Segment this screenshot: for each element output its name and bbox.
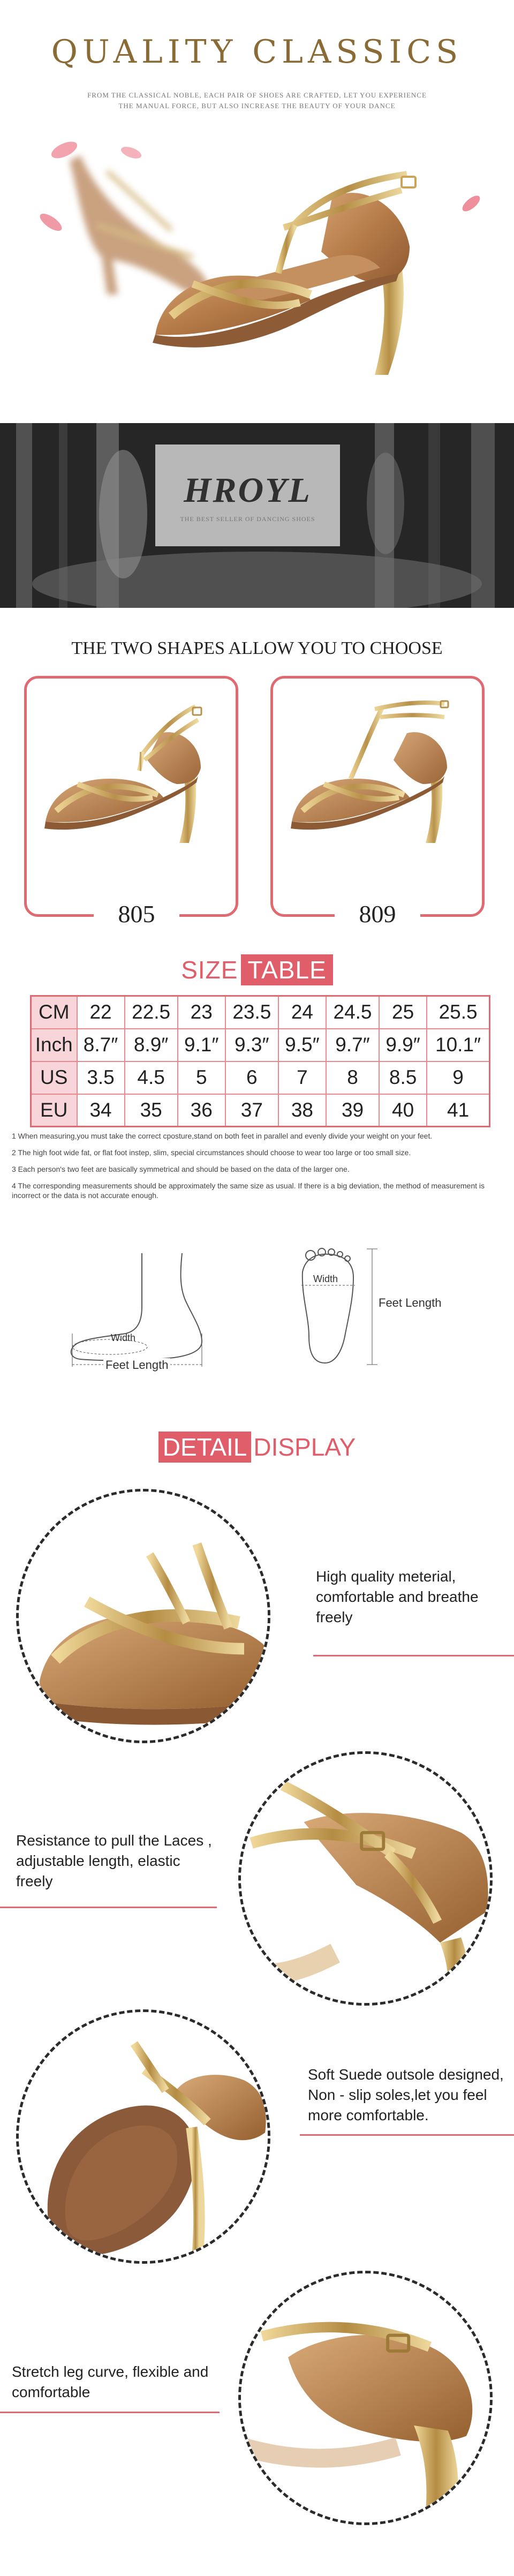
detail-text-outsole: Soft Suede outsole designed, Non - slip soles,let you feel more comfortable.: [308, 2066, 504, 2123]
detail-circle-material: [16, 1489, 270, 1743]
table-cell: 9.1″: [178, 1029, 225, 1061]
model-809-frame: [270, 676, 485, 917]
detail-underline-1: [313, 1655, 514, 1656]
size-table: [30, 995, 490, 1127]
foot-side-diagram: [62, 1248, 222, 1376]
shoe-805-image: [35, 685, 228, 851]
shoe-809-image: [281, 685, 474, 851]
detail-underline-2: [0, 1907, 217, 1908]
table-cell: 8.9″: [125, 1029, 178, 1061]
model-805-label: 805: [94, 900, 179, 928]
size-table-title-word1: SIZE: [181, 956, 238, 984]
table-cell: 9.9″: [379, 1029, 427, 1061]
size-table-title-word2: TABLE: [241, 954, 332, 985]
table-cell: 37: [225, 1094, 278, 1127]
table-cell: 9.5″: [278, 1029, 326, 1061]
row-label-inch: Inch: [31, 1029, 77, 1061]
detail-title-word2: DISPLAY: [253, 1433, 356, 1461]
table-cell: 41: [427, 1094, 489, 1127]
table-cell: 9.7″: [326, 1029, 379, 1061]
width-label: Width: [111, 1332, 136, 1343]
width-label-top: Width: [313, 1274, 338, 1284]
table-cell: 36: [178, 1094, 225, 1127]
hero-subtitle-line2: THE MANUAL FORCE, BUT ALSO INCREASE THE BEAUTY OF YOUR DANCE: [118, 102, 396, 110]
row-label-eu: EU: [31, 1094, 77, 1127]
table-cell: 23.5: [225, 996, 278, 1029]
brand-tagline: THE BEST SELLER OF DANCING SHOES: [180, 515, 315, 523]
table-cell: 8.7″: [77, 1029, 125, 1061]
hero-shoe-image: [32, 123, 493, 412]
row-label-us: US: [31, 1061, 77, 1094]
table-cell: 6: [225, 1061, 278, 1094]
brand-banner: [0, 423, 514, 608]
note-3: 3 Each person's two feet are basically symmetrical and should be based on the data of the larger one.: [12, 1165, 350, 1173]
shapes-title: THE TWO SHAPES ALLOW YOU TO CHOOSE: [71, 638, 443, 658]
foot-top-icon: [292, 1248, 474, 1376]
brand-logo: HROYL: [184, 471, 312, 510]
note-4: 4 The corresponding measurements should be approximately the same size as usual. If there is a big deviation, the method of measurement is incorrect or the data is not accurate enough.: [12, 1181, 485, 1200]
feet-length-label-top: Feet Length: [379, 1296, 442, 1309]
detail-circle-laces: [238, 1751, 493, 2006]
foot-top-diagram: [292, 1248, 474, 1376]
shoe-buckle-closeup-image: [241, 1754, 490, 2003]
detail-circle-heel: [238, 2271, 493, 2525]
size-table-heading: [0, 954, 514, 989]
row-label-cm: CM: [31, 996, 77, 1029]
table-cell: 3.5: [77, 1061, 125, 1094]
brand-box: [155, 445, 340, 546]
table-cell: 4.5: [125, 1061, 178, 1094]
table-cell: 8.5: [379, 1061, 427, 1094]
table-cell: 40: [379, 1094, 427, 1127]
table-cell: 24.5: [326, 996, 379, 1029]
table-cell: 38: [278, 1094, 326, 1127]
shoe-sole-closeup-image: [19, 2012, 268, 2261]
detail-display-heading: [0, 1432, 514, 1463]
table-cell: 23: [178, 996, 225, 1029]
table-cell: 8: [326, 1061, 379, 1094]
table-cell: 34: [77, 1094, 125, 1127]
table-cell: 25: [379, 996, 427, 1029]
table-cell: 9.3″: [225, 1029, 278, 1061]
hero-subtitle-line1: FROM THE CLASSICAL NOBLE, EACH PAIR OF SHOES ARE CRAFTED, LET YOU EXPERIENCE: [87, 91, 427, 99]
table-cell: 9: [427, 1061, 489, 1094]
table-cell: 22: [77, 996, 125, 1029]
note-1: 1 When measuring,you must take the correct cposture,stand on both feet in parallel and evenly divide your weight on your feet.: [12, 1132, 433, 1140]
shoe-heel-closeup-image: [241, 2273, 490, 2522]
table-row: [31, 1029, 490, 1061]
feet-length-label-side: Feet Length: [103, 1358, 170, 1372]
foot-side-icon: [62, 1248, 222, 1376]
table-cell: 25.5: [427, 996, 489, 1029]
table-cell: 39: [326, 1094, 379, 1127]
table-row: [31, 1061, 490, 1094]
table-row: [31, 1094, 490, 1127]
table-cell: 35: [125, 1094, 178, 1127]
table-cell: 7: [278, 1061, 326, 1094]
detail-circle-outsole: [16, 2009, 270, 2264]
table-cell: 22.5: [125, 996, 178, 1029]
detail-underline-4: [0, 2412, 220, 2413]
table-cell: 5: [178, 1061, 225, 1094]
model-805-frame: [24, 676, 238, 917]
detail-text-laces: Resistance to pull the Laces , adjustable length, elastic freely: [16, 1832, 212, 1889]
hero-title: QUALITY CLASSICS: [51, 33, 463, 71]
table-row: [31, 996, 490, 1029]
table-cell: 24: [278, 996, 326, 1029]
detail-text-heel: Stretch leg curve, flexible and comfortable: [12, 2363, 209, 2400]
table-cell: 10.1″: [427, 1029, 489, 1061]
shoe-toe-closeup-image: [19, 1492, 268, 1741]
quality-classics-section: [0, 0, 514, 423]
model-809-label: 809: [335, 900, 420, 928]
detail-text-material: High quality meterial, comfortable and breathe freely: [316, 1568, 479, 1625]
measurement-notes: [12, 1131, 504, 1207]
detail-underline-3: [300, 2134, 514, 2136]
detail-title-word1: DETAIL: [158, 1432, 252, 1463]
note-2: 2 The high foot wide fat, or flat foot instep, slim, special circumstances should choose to wear too large or too small size.: [12, 1148, 411, 1157]
